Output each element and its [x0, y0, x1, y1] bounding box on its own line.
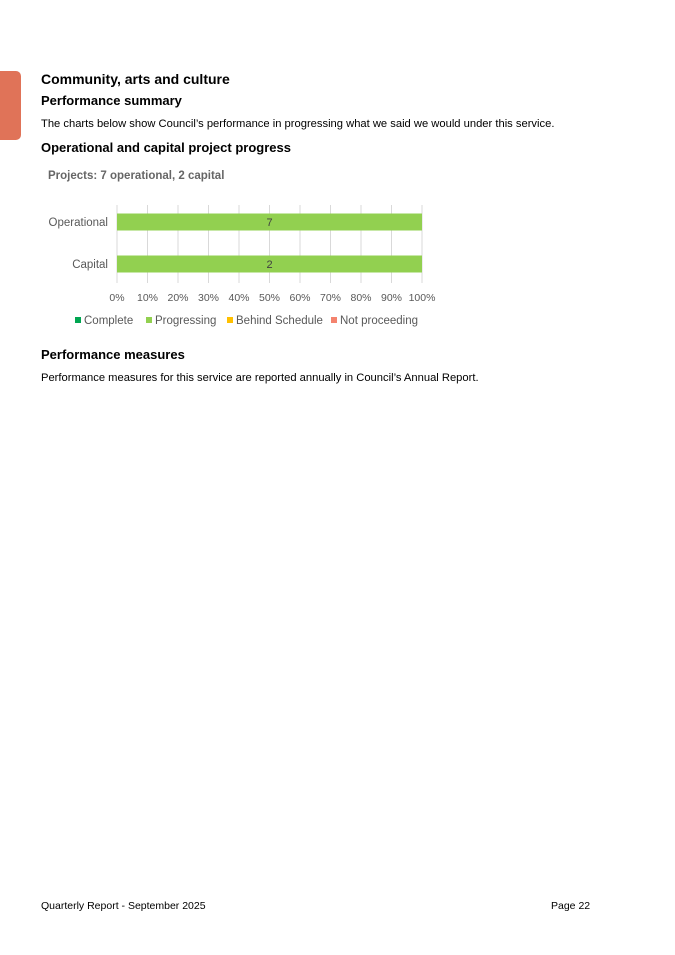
x-tick-label: 30% [197, 292, 220, 304]
x-tick-label: 0% [109, 292, 125, 304]
footer-report-title: Quarterly Report - September 2025 [41, 900, 206, 912]
data-label-capital: 2 [266, 259, 273, 271]
legend-swatch-complete [75, 317, 81, 323]
x-tick-label: 80% [350, 292, 372, 304]
legend-label-progressing: Progressing [155, 315, 217, 327]
legend-label-complete: Complete [84, 315, 134, 327]
section-title: Community, arts and culture [41, 71, 230, 87]
chart-title: Projects: 7 operational, 2 capital [48, 170, 225, 182]
chart-x-tick-labels [109, 292, 435, 304]
legend-label-behind-schedule: Behind Schedule [236, 315, 323, 327]
x-tick-label: 40% [228, 292, 250, 304]
x-tick-label: 20% [167, 292, 189, 304]
category-label-capital: Capital [72, 259, 108, 271]
legend-swatch-progressing [146, 317, 152, 323]
section-tab-marker [0, 71, 21, 140]
project-progress-chart [30, 195, 450, 335]
x-tick-label: 50% [258, 292, 281, 304]
performance-measures-text: Performance measures for this service are reported annually in Council’s Annual Report. [41, 372, 479, 384]
chart-legend [75, 315, 418, 327]
x-tick-label: 90% [380, 292, 403, 304]
legend-swatch-not-proceeding [331, 317, 337, 323]
project-progress-heading: Operational and capital project progress [41, 140, 291, 155]
footer-page-number: Page 22 [551, 900, 591, 912]
performance-summary-heading: Performance summary [41, 93, 182, 108]
performance-summary-text: The charts below show Council’s performance in progressing what we said we would under this service. [41, 118, 555, 130]
x-tick-label: 70% [319, 292, 342, 304]
chart-category-labels [49, 217, 108, 271]
x-tick-label: 60% [289, 292, 311, 304]
performance-measures-heading: Performance measures [41, 347, 185, 362]
x-tick-label: 10% [136, 292, 159, 304]
category-label-operational: Operational [48, 217, 108, 229]
x-tick-label: 100% [408, 292, 436, 304]
legend-label-not-proceeding: Not proceeding [340, 315, 418, 327]
legend-swatch-behind-schedule [227, 317, 233, 323]
data-label-operational: 7 [266, 217, 273, 229]
